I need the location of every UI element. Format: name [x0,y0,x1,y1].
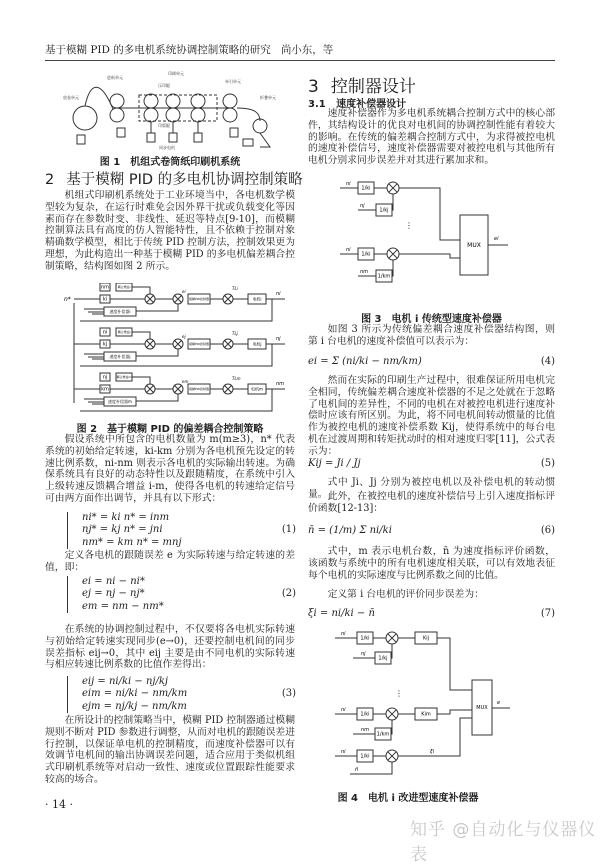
section3-heading [308,72,416,97]
nbar-label: n̄ [355,767,359,773]
signal-label: ni [341,631,346,637]
signal-line [74,329,150,344]
gain-box-label: 1/km [377,273,391,280]
equation-number: (5) [540,458,555,469]
ratio-box-label: km [101,386,109,393]
signal-line [398,718,472,756]
ratio-box-label: ki [102,296,108,303]
signal-line [74,284,150,299]
prev-speed-box-label: ni [102,329,108,336]
signal-label: ni [341,707,346,713]
eq-line: ei = ni − ni* [82,576,145,587]
equation-5 [308,452,555,476]
fig1-label: 进纸单元 [107,75,123,80]
gain-box-label: 1/kj [379,207,389,214]
fig1-label: 折叠单元 [260,95,276,100]
signal-line [399,254,460,258]
header-rule [45,60,555,61]
eq-line: nj* = kj n* = jni [82,524,163,536]
equation-number: (1) [281,524,296,535]
section-title: 基于模糊 PID 的多电机协调控制策略 [66,172,303,188]
motor-box-label: 电机m [251,386,263,392]
eq-line: eij = ni/ki − nj/kj [82,676,169,687]
figure2-diagram [60,283,295,415]
paragraph: 此外，在被控电机的速度补偿信号上引入速度指标评价函数[12-13]： [308,491,555,514]
equation-number: (2) [281,588,296,599]
error-label: em [182,379,189,384]
output-speed-label: nj [276,336,281,342]
paragraph: 式中 Ji、Jj 分别为被控电机以及补偿电机的转动惯量。 [308,477,555,500]
section-number: 2 [45,172,55,188]
subsection-number: 3.1 [308,99,326,110]
eq-line: em = nm − nm* [82,600,164,612]
signal-label: nm [360,269,369,275]
paragraph: 然而在实际的印刷生产过程中，很难保证所用电机完全相同，传统偏差耦合速度补偿器的不足之处就在于忽略了电机间的差异性，不同的电机在对被控电机进行速度补偿时应该有所区别。为此，将不同电机间转动惯量的比值作为被控电机的速度补偿系数 Kij，使得系统中的每台电机在过渡周期和转矩扰动时的相对速度归零[11]，公式表示为： [308,375,555,457]
figure3-caption: 图 3 电机 i 传统型速度补偿器 [361,314,502,325]
equation-number: (6) [540,525,555,536]
load-torque-label: TLm [232,376,241,381]
section-title: 控制器设计 [330,77,416,97]
equation: ei = Σ (ni/ki − nm/km) [308,356,422,367]
fig1-label: 印刷单元 [168,71,184,76]
eq-line: ej = nj − nj* [82,588,145,600]
mux-block-label: MUX [476,705,488,712]
signal-line [399,188,460,240]
page-number: · 14 · [45,798,73,811]
error-label: ej [182,334,186,339]
gain-box-label: 1/ki [360,753,370,760]
gain-box-label: 1/ki [360,635,370,642]
eq-line: ni* = ki n* = inm [82,512,170,523]
signal-label: ni [346,181,351,187]
coupling-gain-box-label: 耦合增益i [117,285,131,289]
equation-6 [308,518,555,544]
equation-3 [67,676,296,713]
gain-box-label: 1/ki [360,711,370,718]
fig1-label: 印版辊 [158,123,170,128]
coupling-gain-box-label: 耦合增益j [117,330,131,334]
gain-box-label: 1/ki [361,185,371,192]
paragraph: 在系统的协调控制过程中，不仅要将各电机实际转速与初始给定转速实现同步(e→0)，还要控制电机间的同步误差指标 eij→0，其中 eij 主要是由不同电机的实际转速与相应转速比例系数的比值作差得出： [45,624,295,671]
fig1-label: 同步电机 [159,145,175,150]
error-label: ei [182,289,186,294]
motor-box-label: 电机i [252,296,262,302]
figure2-caption: 图 2 基于模糊 PID 的偏差耦合控制策略 [76,424,264,435]
paragraph: 如图 3 所示为传统偏差耦合速度补偿器结构图，则第 i 台电机的速度补偿值可以表示为： [308,324,555,347]
output-speed-label: nm [276,381,285,387]
figure4-caption: 图 4 电机 i 改进型速度补偿器 [337,793,479,804]
gain-box-label: 1/ki [361,251,371,258]
signal-label: nm [361,727,370,733]
paragraph: 假设系统中所包含的电机数量为 m(m≥3)，n* 代表系统的初始给定转速，ki-km 分别为各电机预先设定的转速比例系数，ni-nm 则表示各电机的实际输出转速。为确保系统具有良好的动态特性以及跟随精度，在系统中引入上级转速反馈耦合增益 i-m，使得各电机的转速给定信号可由两方面作出调节，并具有以下形式： [45,434,295,504]
signal-label: nj [361,651,366,657]
ellipsis: ⋮ [405,221,413,230]
ellipsis: ⋮ [395,689,403,698]
equation: ξi = ni/ki − n̄ [308,608,375,619]
signal-label: nj [360,203,365,209]
equation: Kij = Ji / Jj [308,458,361,469]
prev-speed-box-label: nm [100,284,110,291]
equation-2 [67,576,296,613]
speed-compensator-box-label: 速度补偿器m [108,398,132,404]
signal-line [437,638,472,690]
running-header [45,42,555,57]
output-speed-label: ni [276,291,281,297]
load-torque-label: TLi [232,286,238,291]
mux-block-label: MUX [467,242,481,249]
equation-7 [308,603,555,625]
equation-number: (7) [540,608,555,619]
coupling-gain-box-label: 耦合增益m [116,375,132,379]
eq-line: eim = ni/ki − nm/km [82,688,188,700]
load-torque-label: TLj [232,331,238,336]
signal-line [437,710,472,714]
speed-compensator-box-label: 速度补偿器j [109,353,131,359]
fig1-label: 压印辊 [158,83,170,88]
fuzzy-pid-box-label: 模糊PID控制器 [188,342,210,346]
figure4-diagram [335,630,535,785]
gain-box-label: 1/kj [378,655,388,662]
paragraph: 在所设计的控制策略当中，模糊 PID 控制器通过模糊规则不断对 PID 参数进行调整，从而对电机的跟随误差进行控制，以保证单电机的控制精度，而速度补偿器可以有效调节电机间的输出协调误差问题，适合应用于类似机组式印刷机系统等对启动一致性、速度或位置跟踪性能要求较高的场合。 [45,715,295,785]
figure1-caption: 图 1 机组式卷筒纸印刷机系统 [99,157,241,168]
paragraph: 机组式印刷机系统处于工业环境当中，各电机数学模型较为复杂，在运行时难免会因外界干扰或负载变化等因素而存在参数时变、非线性、延迟等特点[9-10]，而模糊控制算法具有高度的仿人智能特性，且不依赖于控制对象精确数学模型，相比于传统 PID 控制方法，控制效果更为理想，为此构造出一种基于模糊 PID 的多电机偏差耦合控制策略，结构图如图 2 所示。 [45,190,295,272]
motor-box-label: 电机j [252,341,262,347]
equation: n̄ = (1/m) Σ ni/ki [308,525,392,536]
equation-number: (4) [540,356,555,367]
section2-heading [45,168,303,189]
output-label: ei [494,236,499,242]
paragraph: 式中，m 表示电机台数，n̄ 为速度指标评价函数，该函数与系统中的所有电机速度相关联，可以有效地表征每个电机的实际速度与比例系数之间的比值。 [308,546,555,581]
xi-label: ξi [430,749,435,755]
eq-line: ejm = nj/kj − nm/km [82,700,187,712]
watermark: 知乎 @自动化与仪器仪表 [410,820,597,865]
ratio-box-label: kj [102,341,108,348]
equation-1 [67,512,296,549]
fig1-label: 牵引单元 [225,79,241,84]
signal-label: ni [341,749,346,755]
header-authors: 尚小东，等 [280,44,334,56]
paragraph: 定义各电机的跟随误差 e 为实际转速与给定转速的差值，即： [45,550,295,573]
output-label: e [497,700,501,706]
signal-line [74,374,150,389]
eq-line: nm* = km n* = mnj [82,536,182,548]
coefficient-box-label: Kim [421,711,431,718]
gain-box-label: 1/km [376,731,390,738]
paragraph: 速度补偿器作为多电机系统耦合控制方式中的核心部件，其结构设计的优良对电机间的协调控制性能有着较大的影响。在传统的偏差耦合控制方式中，为求得被控电机的速度补偿信号，速度补偿器需要对被控电机与其他所有电机分别求同步误差并对其进行累加求和。 [308,108,555,167]
fuzzy-pid-box-label: 模糊PID控制器 [188,387,210,391]
subsection-title: 速度补偿器设计 [336,99,407,110]
fig2-input: n* [64,296,71,303]
section-number: 3 [308,77,319,97]
figure1-diagram [55,63,295,152]
coefficient-box-label: Kij [422,635,430,642]
equation-number: (3) [281,688,296,699]
prev-speed-box-label: nj [102,374,108,381]
fuzzy-pid-box-label: 模糊PID控制器 [188,297,210,301]
fig1-label: 放卷单元 [63,95,79,100]
signal-label: ni [346,247,351,253]
speed-compensator-box-label: 速度补偿器i [109,308,131,314]
figure3-diagram [340,180,540,305]
paragraph: 定义第 i 台电机的评价同步误差为： [327,589,484,600]
equation-4 [308,350,555,374]
header-title: 基于模糊 PID 的多电机系统协调控制策略的研究 [45,44,271,56]
